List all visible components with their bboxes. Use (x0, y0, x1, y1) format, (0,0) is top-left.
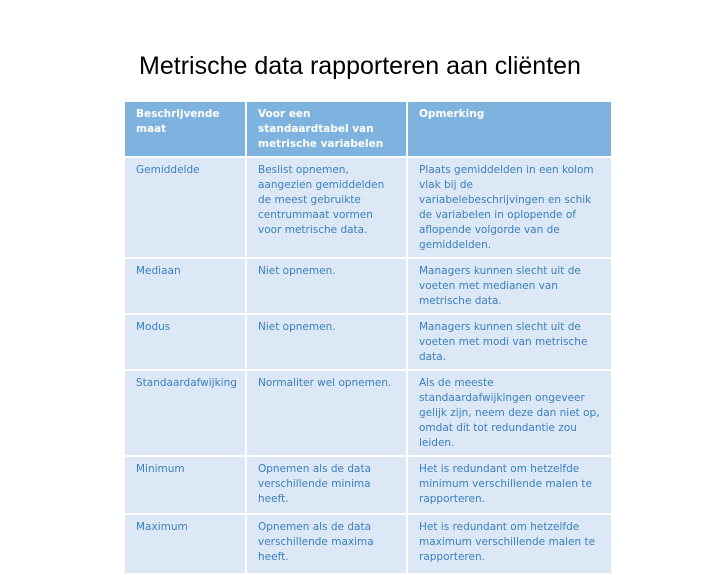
table-row (124, 258, 612, 314)
table-row (124, 157, 612, 258)
cell-remark: Managers kunnen slecht uit de voeten met medianen van metrische data. (407, 258, 612, 314)
cell-remark: Het is redundant om hetzelfde minimum verschillende malen te rapporteren. (407, 456, 612, 514)
table-header-row (124, 101, 612, 157)
cell-measure: Modus (124, 314, 246, 370)
metrics-table (123, 100, 613, 575)
slide-title: Metrische data rapporteren aan cliënten (139, 52, 581, 80)
cell-standard: Normaliter wel opnemen. (246, 370, 407, 456)
cell-measure: Gemiddelde (124, 157, 246, 258)
cell-remark: Als de meeste standaardafwijkingen ongeveer gelijk zijn, neem deze dan niet op, omdat dit tot redundantie zou leiden. (407, 370, 612, 456)
cell-standard: Niet opnemen. (246, 258, 407, 314)
table-row (124, 514, 612, 574)
table-row (124, 456, 612, 514)
header-standard-table: Voor een standaardtabel van metrische variabelen (246, 101, 407, 157)
cell-measure: Maximum (124, 514, 246, 574)
cell-remark: Plaats gemiddelden in een kolom vlak bij de variabelebeschrijvingen en schik de variabelen in oplopende of aflopende volgorde van de gemiddelden. (407, 157, 612, 258)
cell-standard: Opnemen als de data verschillende maxima heeft. (246, 514, 407, 574)
cell-remark: Het is redundant om hetzelfde maximum verschillende malen te rapporteren. (407, 514, 612, 574)
cell-measure: Standaardafwijking (124, 370, 246, 456)
table-row (124, 314, 612, 370)
metrics-table-container (123, 100, 611, 563)
cell-measure: Mediaan (124, 258, 246, 314)
cell-standard: Opnemen als de data verschillende minima heeft. (246, 456, 407, 514)
header-remark: Opmerking (407, 101, 612, 157)
cell-measure: Minimum (124, 456, 246, 514)
cell-standard: Beslist opnemen, aangezien gemiddelden de meest gebruikte centrummaat vormen voor metrische data. (246, 157, 407, 258)
cell-remark: Managers kunnen slecht uit de voeten met modi van metrische data. (407, 314, 612, 370)
table-row (124, 370, 612, 456)
header-descriptive-measure: Beschrijvende maat (124, 101, 246, 157)
cell-standard: Niet opnemen. (246, 314, 407, 370)
